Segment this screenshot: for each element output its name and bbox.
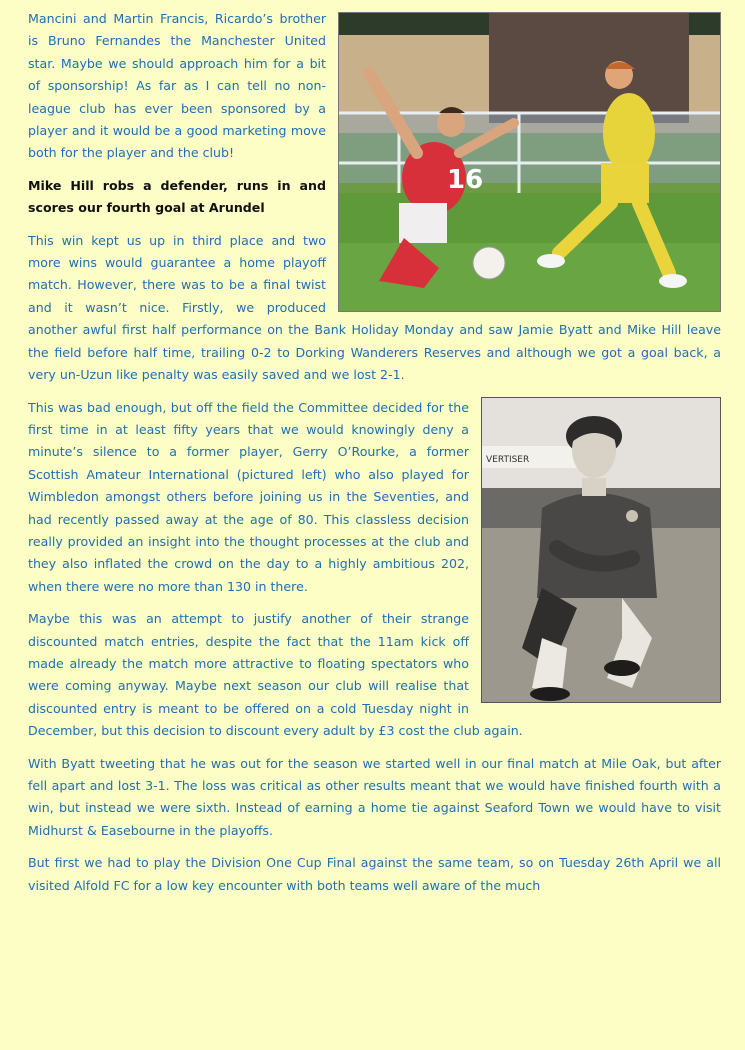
paragraph-5: With Byatt tweeting that he was out for the season we started well in our final match at Mile Oak, but after fell apart and lost 3-1. The loss was critical as other results meant that we would have finished fourth with a win, but instead we were sixth. Instead of earning a home tie against Seaford Town we would have to visit Midhurst & Easebourne in the playoffs. [28, 755, 721, 838]
match-photo-graphic [339, 13, 720, 311]
article-body [28, 8, 721, 907]
paragraph-4: Maybe this was an attempt to justify another of their strange discounted match entries, despite the fact that the 11am kick off made already the match more attractive to floating spectators who were coming anyway. Maybe next season our club will realise that discounted entry is meant to be offered on a cold Tuesday night in December, but this decision to discount every adult by £3 cost the club again. [28, 611, 523, 739]
paragraph-3: This was bad enough, but off the field the Committee decided for the first time in at least fifty years that we would knowingly deny a minute’s silence to a former player, Gerry O’Rourke, a former Scottish Amateur International (pictured left) who also played for Wimbledon amongst others before joining us in the Seventies, and had recently passed away at the age of 80. This classless decision really provided an insight into the thought processes at the club and they also inflated the crowd on the day to a highly ambitious 202, when there were no more than 130 in there. [28, 399, 469, 594]
portrait-graphic [482, 398, 720, 702]
paragraph-1: Mancini and Martin Francis, Ricardo’s brother is Bruno Fernandes the Manchester United star. Maybe we should approach him for a bit of sponsorship! As far as I can tell no non-league club has ever been sponsored by a player and it would be a good marketing move both for the player and the club! [28, 11, 326, 161]
match-action-photo [338, 12, 721, 312]
player-portrait-photo [481, 397, 721, 703]
advertiser-sign-text: VERTISER [486, 454, 530, 465]
shirt-number: 16 [447, 165, 484, 195]
photo-caption: Mike Hill robs a defender, runs in and scores our fourth goal at Arundel [28, 177, 326, 216]
paragraph-6: But first we had to play the Division One Cup Final against the same team, so on Tuesday 26th April we all visited Alfold FC for a low key encounter with both teams well aware of the much [28, 855, 721, 893]
paragraph-2: This win kept us up in third place and two more wins would guarantee a home playoff match. However, there was to be a final twist and it wasn’t nice. Firstly, we produced another awful first half performance on the Bank Holiday Monday and saw Jamie Byatt and Mike Hill leave the field before half time, trailing 0-2 to Dorking Wanderers Reserves and although we got a goal back, a very un-Uzun like penalty was easily saved and we lost 2-1. [28, 232, 721, 383]
